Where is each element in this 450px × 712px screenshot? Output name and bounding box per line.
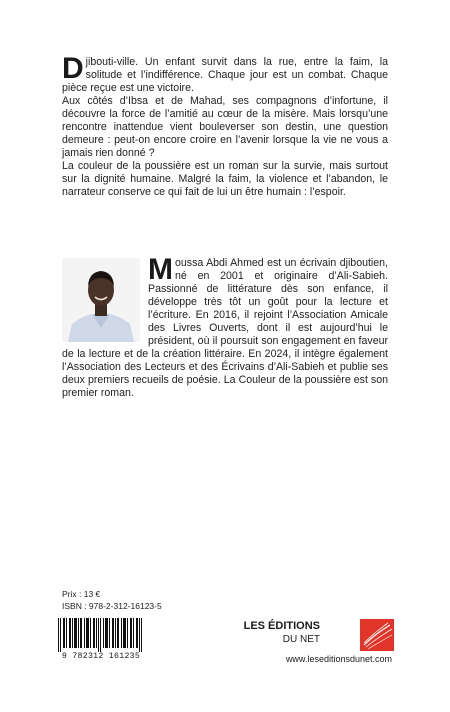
synopsis-dropcap: D bbox=[62, 52, 84, 85]
synopsis-paragraph-1-text: jibouti-ville. Un enfant survit dans la rue, entre la faim, la solitude et l’indifférence. Chaque jour est un combat. Chaque pièce reçue est une victoire. bbox=[62, 56, 388, 94]
publisher-name: LES ÉDITIONS bbox=[243, 620, 320, 632]
publisher-url: www.leseditionsdunet.com bbox=[285, 654, 392, 664]
price-info bbox=[62, 588, 162, 612]
publisher-subname: DU NET bbox=[282, 634, 320, 645]
isbn-text: ISBN : 978-2-312-16123-5 bbox=[62, 601, 162, 611]
synopsis-paragraph-1 bbox=[62, 52, 388, 95]
author-bio bbox=[62, 253, 388, 400]
author-dropcap: M bbox=[148, 253, 173, 286]
author-bio-text: oussa Abdi Ahmed est un écrivain djiboutien, né en 2001 et originaire d’Ali-Sabieh. Passionné de littérature dès son enfance, il développe très tôt un goût pour la lecture et l’écriture. En 2016, il rejoint l’Association Amicale des Livres Ouverts, dont il est aujourd’hui le président, où il poursuit son engagement en faveur de la lecture et de la création littéraire. En 2024, il intègre également l’Association des Lecteurs et des Écrivains d’Ali-Sabieh et publie ses deux premiers recueils de poésie. La Couleur de la poussière est son premier roman. bbox=[62, 257, 388, 399]
synopsis bbox=[62, 52, 388, 199]
synopsis-paragraph-2: Aux côtés d’Ibsa et de Mahad, ses compagnons d’infortune, il découvre la force de l’amitié au cœur de la misère. Mais lorsqu’une rencontre inattendue vient bouleverser son destin, une question demeure : peut-on encore croire en l’avenir lorsque la vie ne vous a jamais rien donné ? bbox=[62, 95, 388, 159]
barcode-digits: 9 782312 161235 bbox=[56, 652, 146, 661]
author-photo bbox=[62, 258, 140, 342]
author-portrait-image bbox=[62, 258, 140, 342]
price-text: Prix : 13 € bbox=[62, 589, 101, 599]
synopsis-paragraph-3: La couleur de la poussière est un roman sur la survie, mais surtout sur la dignité humaine. Malgré la faim, la violence et l’abandon, le narrateur conserve ce qui fait de lui un être humain : l’espoir. bbox=[62, 160, 388, 198]
publisher-logo bbox=[243, 619, 390, 651]
publisher-book-icon bbox=[360, 619, 394, 651]
